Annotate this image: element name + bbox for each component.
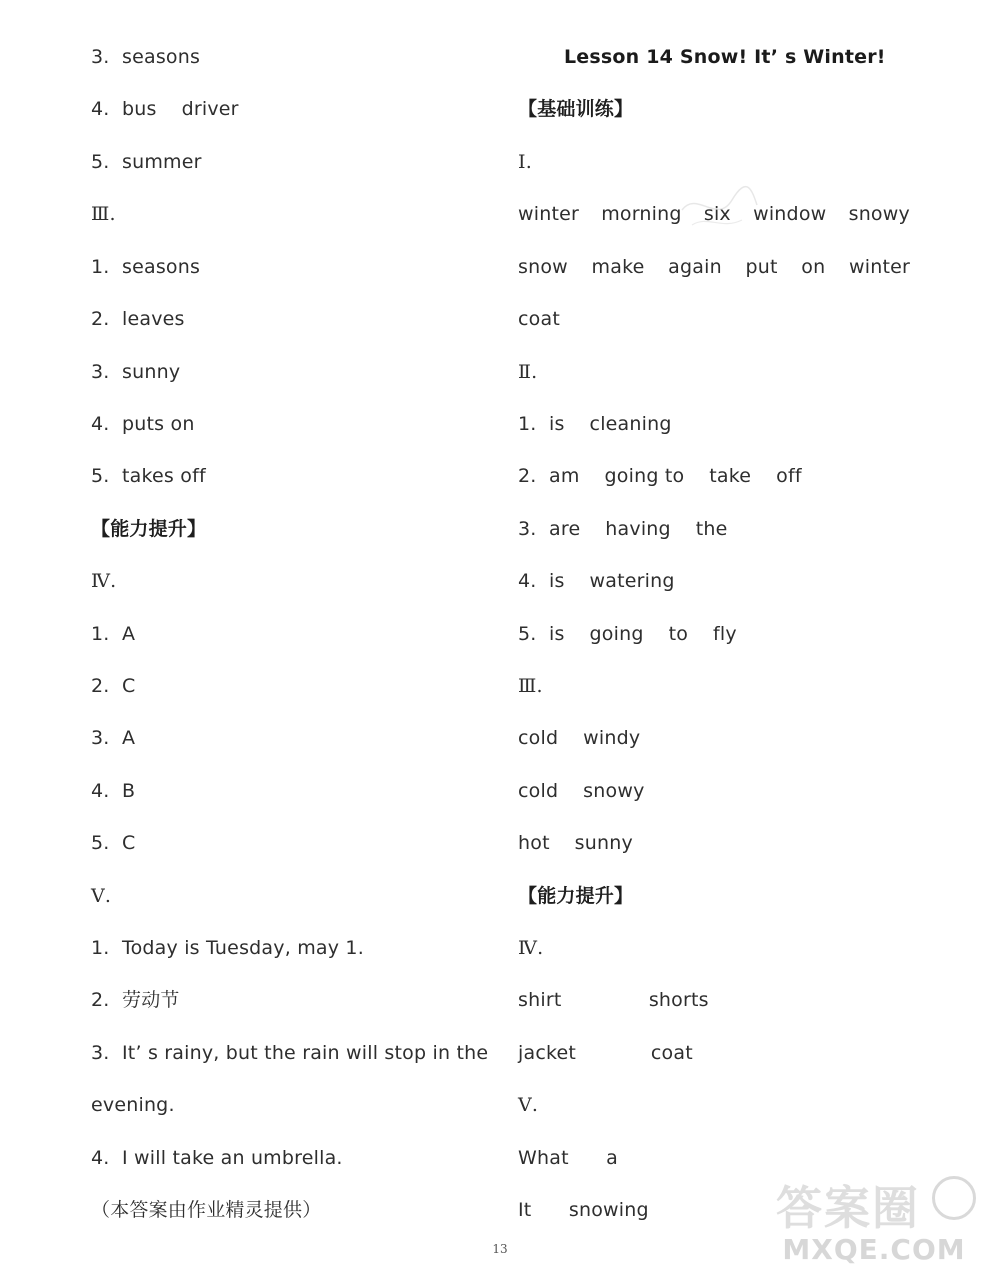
section-number: Ⅳ. xyxy=(91,570,117,592)
source-note: （本答案由作业精灵提供） xyxy=(91,1199,322,1221)
faint-stamp-mark xyxy=(672,170,762,240)
section-number: Ⅳ. xyxy=(518,937,544,959)
watermark-glyphs: 答案圈 xyxy=(776,1181,920,1235)
lesson-title: Lesson 14 Snow! It’ s Winter! xyxy=(564,46,886,68)
section-number: Ⅱ. xyxy=(518,361,538,383)
vocab-word: winter xyxy=(518,203,580,225)
answer-line: 3. A xyxy=(91,727,136,749)
section-number: Ⅴ. xyxy=(518,1094,539,1116)
answer-line: It snowing xyxy=(518,1199,649,1221)
answer-line: 4. bus driver xyxy=(91,98,239,120)
answer-line: 3. seasons xyxy=(91,46,201,68)
answer-line: 5. C xyxy=(91,832,136,854)
vocab-word: snowy xyxy=(848,203,910,225)
answer-line: 2. C xyxy=(91,675,136,697)
answer-line: 4. puts on xyxy=(91,413,195,435)
answer-line: 2. leaves xyxy=(91,308,185,330)
section-heading: 【基础训练】 xyxy=(518,98,634,120)
answer-line: What a xyxy=(518,1147,619,1169)
answer-line: 5. is going to fly xyxy=(518,623,737,645)
answer-line: cold snowy xyxy=(518,780,645,802)
vocab-word: coat xyxy=(518,308,560,330)
page-number: 13 xyxy=(492,1242,508,1256)
answer-line: shirt shorts xyxy=(518,989,709,1011)
answer-line: 5. summer xyxy=(91,151,202,173)
answer-line: cold windy xyxy=(518,727,641,749)
answer-line: 3. sunny xyxy=(91,361,181,383)
vocab-word: winter xyxy=(848,256,910,278)
watermark-text: MXQE.COM xyxy=(782,1233,966,1266)
section-heading: 【能力提升】 xyxy=(91,518,207,540)
answer-line: 3. It’ s rainy, but the rain will stop in the xyxy=(91,1042,489,1064)
answer-line: 1. seasons xyxy=(91,256,201,278)
answer-line: 2. 劳动节 xyxy=(91,989,180,1011)
answer-line: 4. I will take an umbrella. xyxy=(91,1147,343,1169)
answer-line: 1. A xyxy=(91,623,136,645)
section-number: Ⅴ. xyxy=(91,885,112,907)
section-number: Ⅰ. xyxy=(518,151,532,173)
answer-line: 3. are having the xyxy=(518,518,728,540)
section-number: Ⅲ. xyxy=(518,675,543,697)
site-watermark-logo xyxy=(754,1172,994,1268)
answer-line: 4. B xyxy=(91,780,136,802)
vocab-word: window xyxy=(753,203,827,225)
section-heading: 【能力提升】 xyxy=(518,885,634,907)
section-number: Ⅲ. xyxy=(91,203,116,225)
answer-line: 5. takes off xyxy=(91,465,206,487)
vocab-word: snow xyxy=(518,256,568,278)
answer-line: 2. am going to take off xyxy=(518,465,802,487)
watermark-badge-icon xyxy=(932,1176,976,1220)
vocab-word: again xyxy=(668,256,722,278)
answer-line: 1. Today is Tuesday, may 1. xyxy=(91,937,364,959)
vocab-row xyxy=(518,255,910,279)
vocab-word: on xyxy=(801,256,826,278)
vocab-word: make xyxy=(591,256,645,278)
answer-line: evening. xyxy=(91,1094,175,1116)
vocab-word: put xyxy=(745,256,778,278)
answer-line: 1. is cleaning xyxy=(518,413,672,435)
answer-line: 4. is watering xyxy=(518,570,675,592)
answer-line: jacket coat xyxy=(518,1042,693,1064)
vocab-word: six xyxy=(703,203,731,225)
answer-line: hot sunny xyxy=(518,832,633,854)
vocab-word: morning xyxy=(601,203,682,225)
